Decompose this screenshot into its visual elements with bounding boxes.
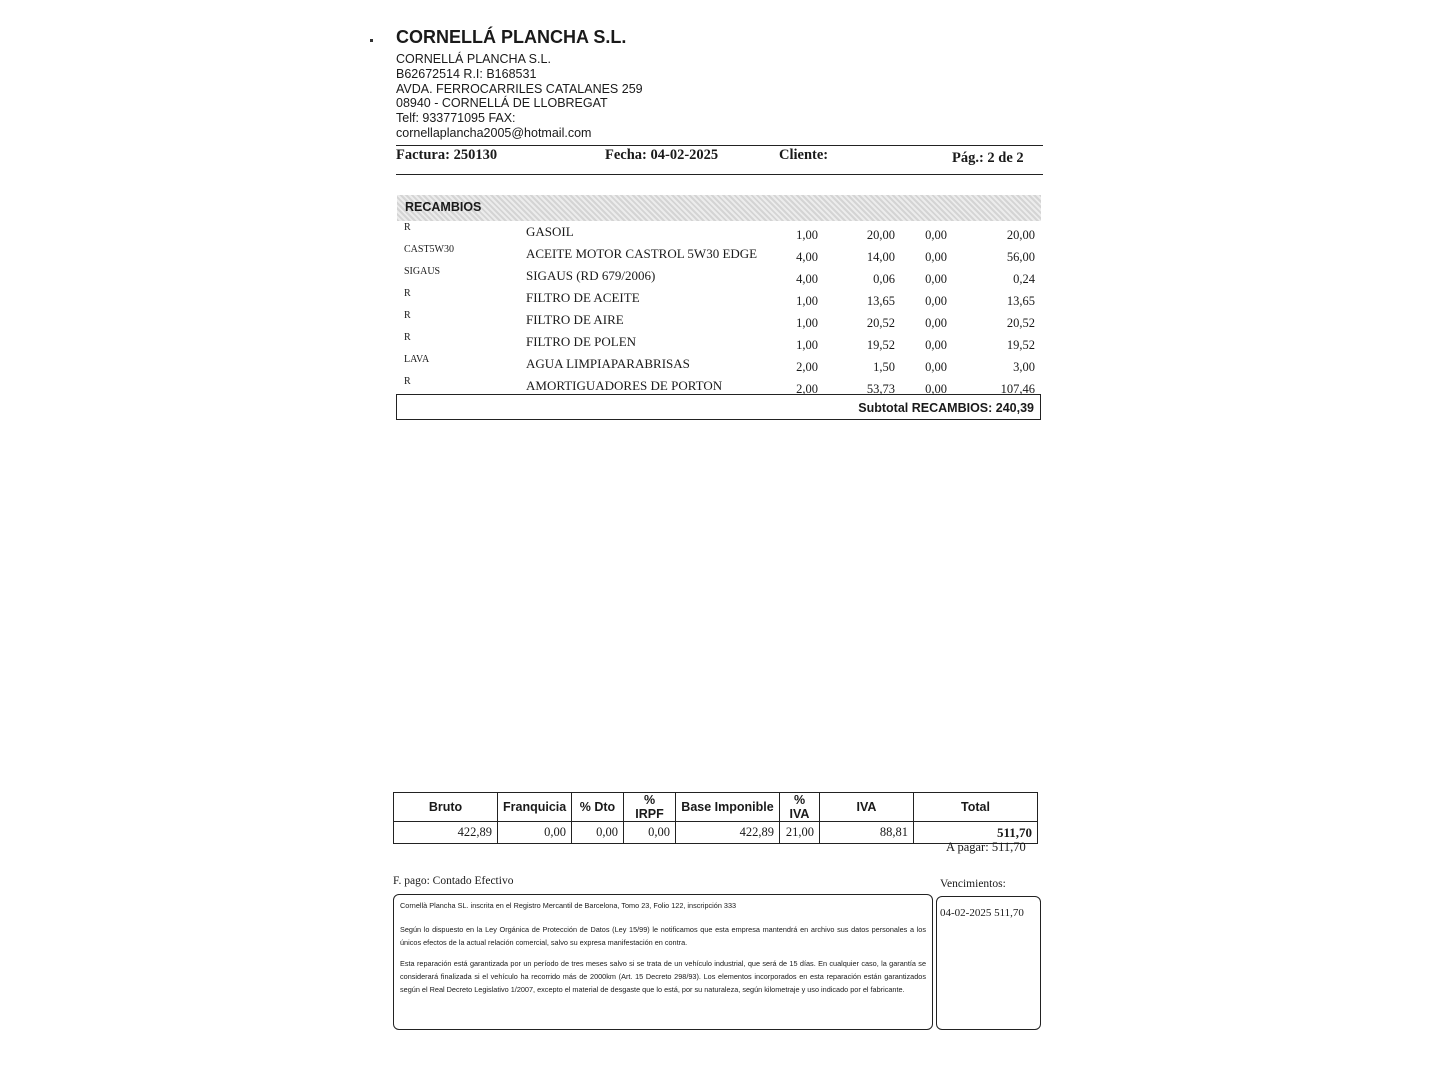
item-code: R — [404, 288, 411, 299]
item-discount: 0,00 — [925, 382, 947, 396]
item-code: R — [404, 222, 411, 233]
company-email: cornellaplancha2005@hotmail.com — [396, 126, 592, 140]
item-description: SIGAUS (RD 679/2006) — [526, 268, 656, 283]
item-amount: 3,00 — [1013, 360, 1035, 374]
item-quantity: 1,00 — [796, 316, 818, 330]
item-description: FILTRO DE POLEN — [526, 334, 637, 349]
item-quantity: 1,00 — [796, 228, 818, 242]
item-quantity: 4,00 — [796, 272, 818, 286]
header-total: Total — [914, 793, 1038, 822]
line-item — [396, 354, 1043, 376]
company-phone: Telf: 933771095 FAX: — [396, 111, 516, 125]
header-dto: % Dto — [572, 793, 624, 822]
header-irpf: % IRPF — [624, 793, 676, 822]
company-city: 08940 - CORNELLÁ DE LLOBREGAT — [396, 96, 608, 110]
item-description: FILTRO DE ACEITE — [526, 290, 640, 305]
line-item — [396, 310, 1043, 332]
item-price: 14,00 — [866, 250, 895, 264]
totals-value-row — [394, 822, 1038, 844]
item-amount: 107,46 — [1000, 382, 1035, 396]
page-number: Pág.: 2 de 2 — [952, 150, 1024, 166]
company-name: CORNELLÁ PLANCHA S.L. — [396, 52, 551, 66]
payment-method: F. pago: Contado Efectivo — [393, 875, 514, 887]
item-code: SIGAUS — [404, 266, 441, 277]
due-date-entry: 04-02-2025 511,70 — [940, 907, 1024, 919]
item-discount: 0,00 — [925, 272, 947, 286]
item-discount: 0,00 — [925, 360, 947, 374]
subtotal-text: Subtotal RECAMBIOS: 240,39 — [858, 401, 1034, 415]
line-item — [396, 266, 1043, 288]
item-description: AGUA LIMPIAPARABRISAS — [526, 356, 690, 371]
item-amount: 13,65 — [1006, 294, 1035, 308]
item-code: R — [404, 310, 411, 321]
item-quantity: 4,00 — [796, 250, 818, 264]
value-total: 511,70 — [914, 822, 1038, 844]
item-description: GASOIL — [526, 224, 574, 239]
scan-mark — [370, 39, 373, 42]
header-bottom-rule — [396, 174, 1043, 175]
legal-notice-box — [393, 894, 933, 1030]
item-code: R — [404, 332, 411, 343]
value-iva: 88,81 — [820, 822, 914, 844]
client-label: Cliente: — [779, 147, 829, 163]
line-item — [396, 244, 1043, 266]
legal-warranty: Esta reparación está garantizada por un período de tres meses salvo si se trata de un vehículo industrial, que será de 15 días. En cualquier caso, la garantía se considerará finalizada si el vehículo ha recorrido más de 2000km (Art. 15 Decreto 298/93). Los elementos incorporados en esta reparación están garantizados según el Real Decreto Legislativo 1/2007, excepto el material de desgaste que lo está, por su naturaleza, según kilometraje y uso indicado por el fabricante. — [400, 959, 926, 994]
item-price: 53,73 — [866, 382, 895, 396]
item-price: 20,00 — [866, 228, 895, 242]
value-franquicia: 0,00 — [498, 822, 572, 844]
header-pct-iva: % IVA — [780, 793, 820, 822]
item-discount: 0,00 — [925, 250, 947, 264]
invoice-number: Factura: 250130 — [396, 147, 498, 163]
item-price: 20,52 — [866, 316, 895, 330]
item-amount: 20,00 — [1006, 228, 1035, 242]
due-dates-title: Vencimientos: — [940, 878, 1006, 890]
item-quantity: 2,00 — [796, 382, 818, 396]
item-discount: 0,00 — [925, 338, 947, 352]
header-top-rule — [396, 145, 1043, 146]
amount-due: A pagar: 511,70 — [946, 840, 1026, 854]
item-discount: 0,00 — [925, 228, 947, 242]
header-iva: IVA — [820, 793, 914, 822]
value-irpf: 0,00 — [624, 822, 676, 844]
item-quantity: 1,00 — [796, 294, 818, 308]
item-code: R — [404, 376, 411, 387]
section-band — [397, 195, 1041, 221]
item-price: 19,52 — [866, 338, 895, 352]
totals-table — [393, 792, 1038, 844]
subtotal-box — [396, 394, 1041, 420]
item-amount: 19,52 — [1006, 338, 1035, 352]
header-bruto: Bruto — [394, 793, 498, 822]
value-base-imponible: 422,89 — [676, 822, 780, 844]
item-discount: 0,00 — [925, 316, 947, 330]
item-amount: 56,00 — [1006, 250, 1035, 264]
legal-registry: Cornellà Plancha SL. inscrita en el Registro Mercantil de Barcelona, Tomo 23, Folio 122, inscripción 333 — [400, 901, 737, 910]
due-dates-box — [936, 896, 1041, 1030]
company-address: AVDA. FERROCARRILES CATALANES 259 — [396, 82, 643, 96]
item-quantity: 1,00 — [796, 338, 818, 352]
company-title: CORNELLÁ PLANCHA S.L. — [396, 27, 627, 47]
line-item — [396, 332, 1043, 354]
header-base-imponible: Base Imponible — [676, 793, 780, 822]
section-title: RECAMBIOS — [405, 200, 482, 214]
item-price: 0,06 — [873, 272, 895, 286]
item-description: AMORTIGUADORES DE PORTON — [526, 378, 723, 393]
value-dto: 0,00 — [572, 822, 624, 844]
line-item — [396, 288, 1043, 310]
totals-header-row — [394, 793, 1038, 822]
item-price: 13,65 — [866, 294, 895, 308]
value-pct-iva: 21,00 — [780, 822, 820, 844]
invoice-date: Fecha: 04-02-2025 — [605, 147, 719, 163]
line-item — [396, 222, 1043, 244]
value-bruto: 422,89 — [394, 822, 498, 844]
item-price: 1,50 — [873, 360, 895, 374]
item-amount: 20,52 — [1006, 316, 1035, 330]
item-code: LAVA — [404, 354, 430, 365]
legal-data-protection: Según lo dispuesto en la Ley Orgánica de Protección de Datos (Ley 15/99) le notificamos que esta empresa mantendrá en archivo sus datos personales a los únicos efectos de la actual relación comercial, salvo su expresa manifestación en contra. — [400, 925, 926, 947]
company-tax-id: B62672514 R.I: B168531 — [396, 67, 537, 81]
header-franquicia: Franquicia — [498, 793, 572, 822]
item-discount: 0,00 — [925, 294, 947, 308]
item-description: ACEITE MOTOR CASTROL 5W30 EDGE — [526, 246, 758, 261]
item-description: FILTRO DE AIRE — [526, 312, 624, 327]
item-amount: 0,24 — [1013, 272, 1035, 286]
item-code: CAST5W30 — [404, 244, 454, 255]
item-quantity: 2,00 — [796, 360, 818, 374]
